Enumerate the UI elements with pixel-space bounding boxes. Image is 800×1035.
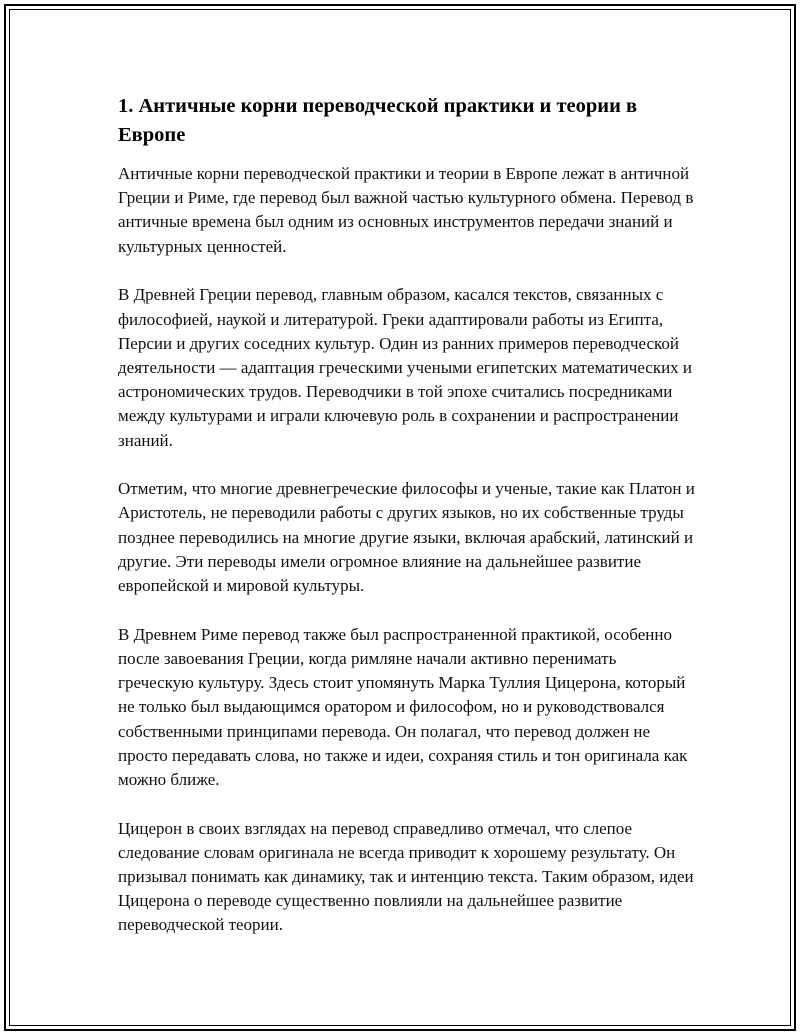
document-body [118,92,696,962]
paragraph-4: В Древнем Риме перевод также был распространенной практикой, особенно после завоевания Греции, когда римляне начали активно перенимать греческую культуру. Здесь стоит упомянуть Марка Туллия Цицерона, который не только был выдающимся оратором и философом, но и руководствовался собственными принципами перевода. Он полагал, что перевод должен не просто передавать слова, но также и идеи, сохраняя стиль и тон оригинала как можно ближе. [118,624,688,789]
paragraph-3: Отметим, что многие древнегреческие философы и ученые, такие как Платон и Аристотель, не переводили работы с других языков, но их собственные труды позднее переводились на многие другие языки, включая арабский, латинский и другие. Эти переводы имели огромное влияние на дальнейшее развитие европейской и мировой культуры. [118,479,695,596]
paragraph-1: Античные корни переводческой практики и теории в Европе лежат в античной Греции и Риме, где перевод был важной частью культурного обмена. Перевод в античные времена был одним из основных инструментов передачи знаний и культурных ценностей. [118,164,694,256]
paragraph-2: В Древней Греции перевод, главным образом, касался текстов, связанных с философией, наукой и литературой. Греки адаптировали работы из Египта, Персии и других соседних культур. Один из ранних примеров переводческой деятельности — адаптация греческими учеными египетских математических и астрономических трудов. Переводчики в той эпохе считались посредниками между культурами и играли ключевую роль в сохранении и распространении знаний. [118,285,693,450]
paragraph-5: Цицерон в своих взглядах на перевод справедливо отмечал, что слепое следование словам оригинала не всегда приводит к хорошему результату. Он призывал понимать как динамику, так и интенцию текста. Таким образом, идеи Цицерона о переводе существенно повлияли на дальнейшее развитие переводческой теории. [118,818,694,935]
section-heading: 1. Античные корни переводческой практики и теории в Европе [118,95,638,146]
